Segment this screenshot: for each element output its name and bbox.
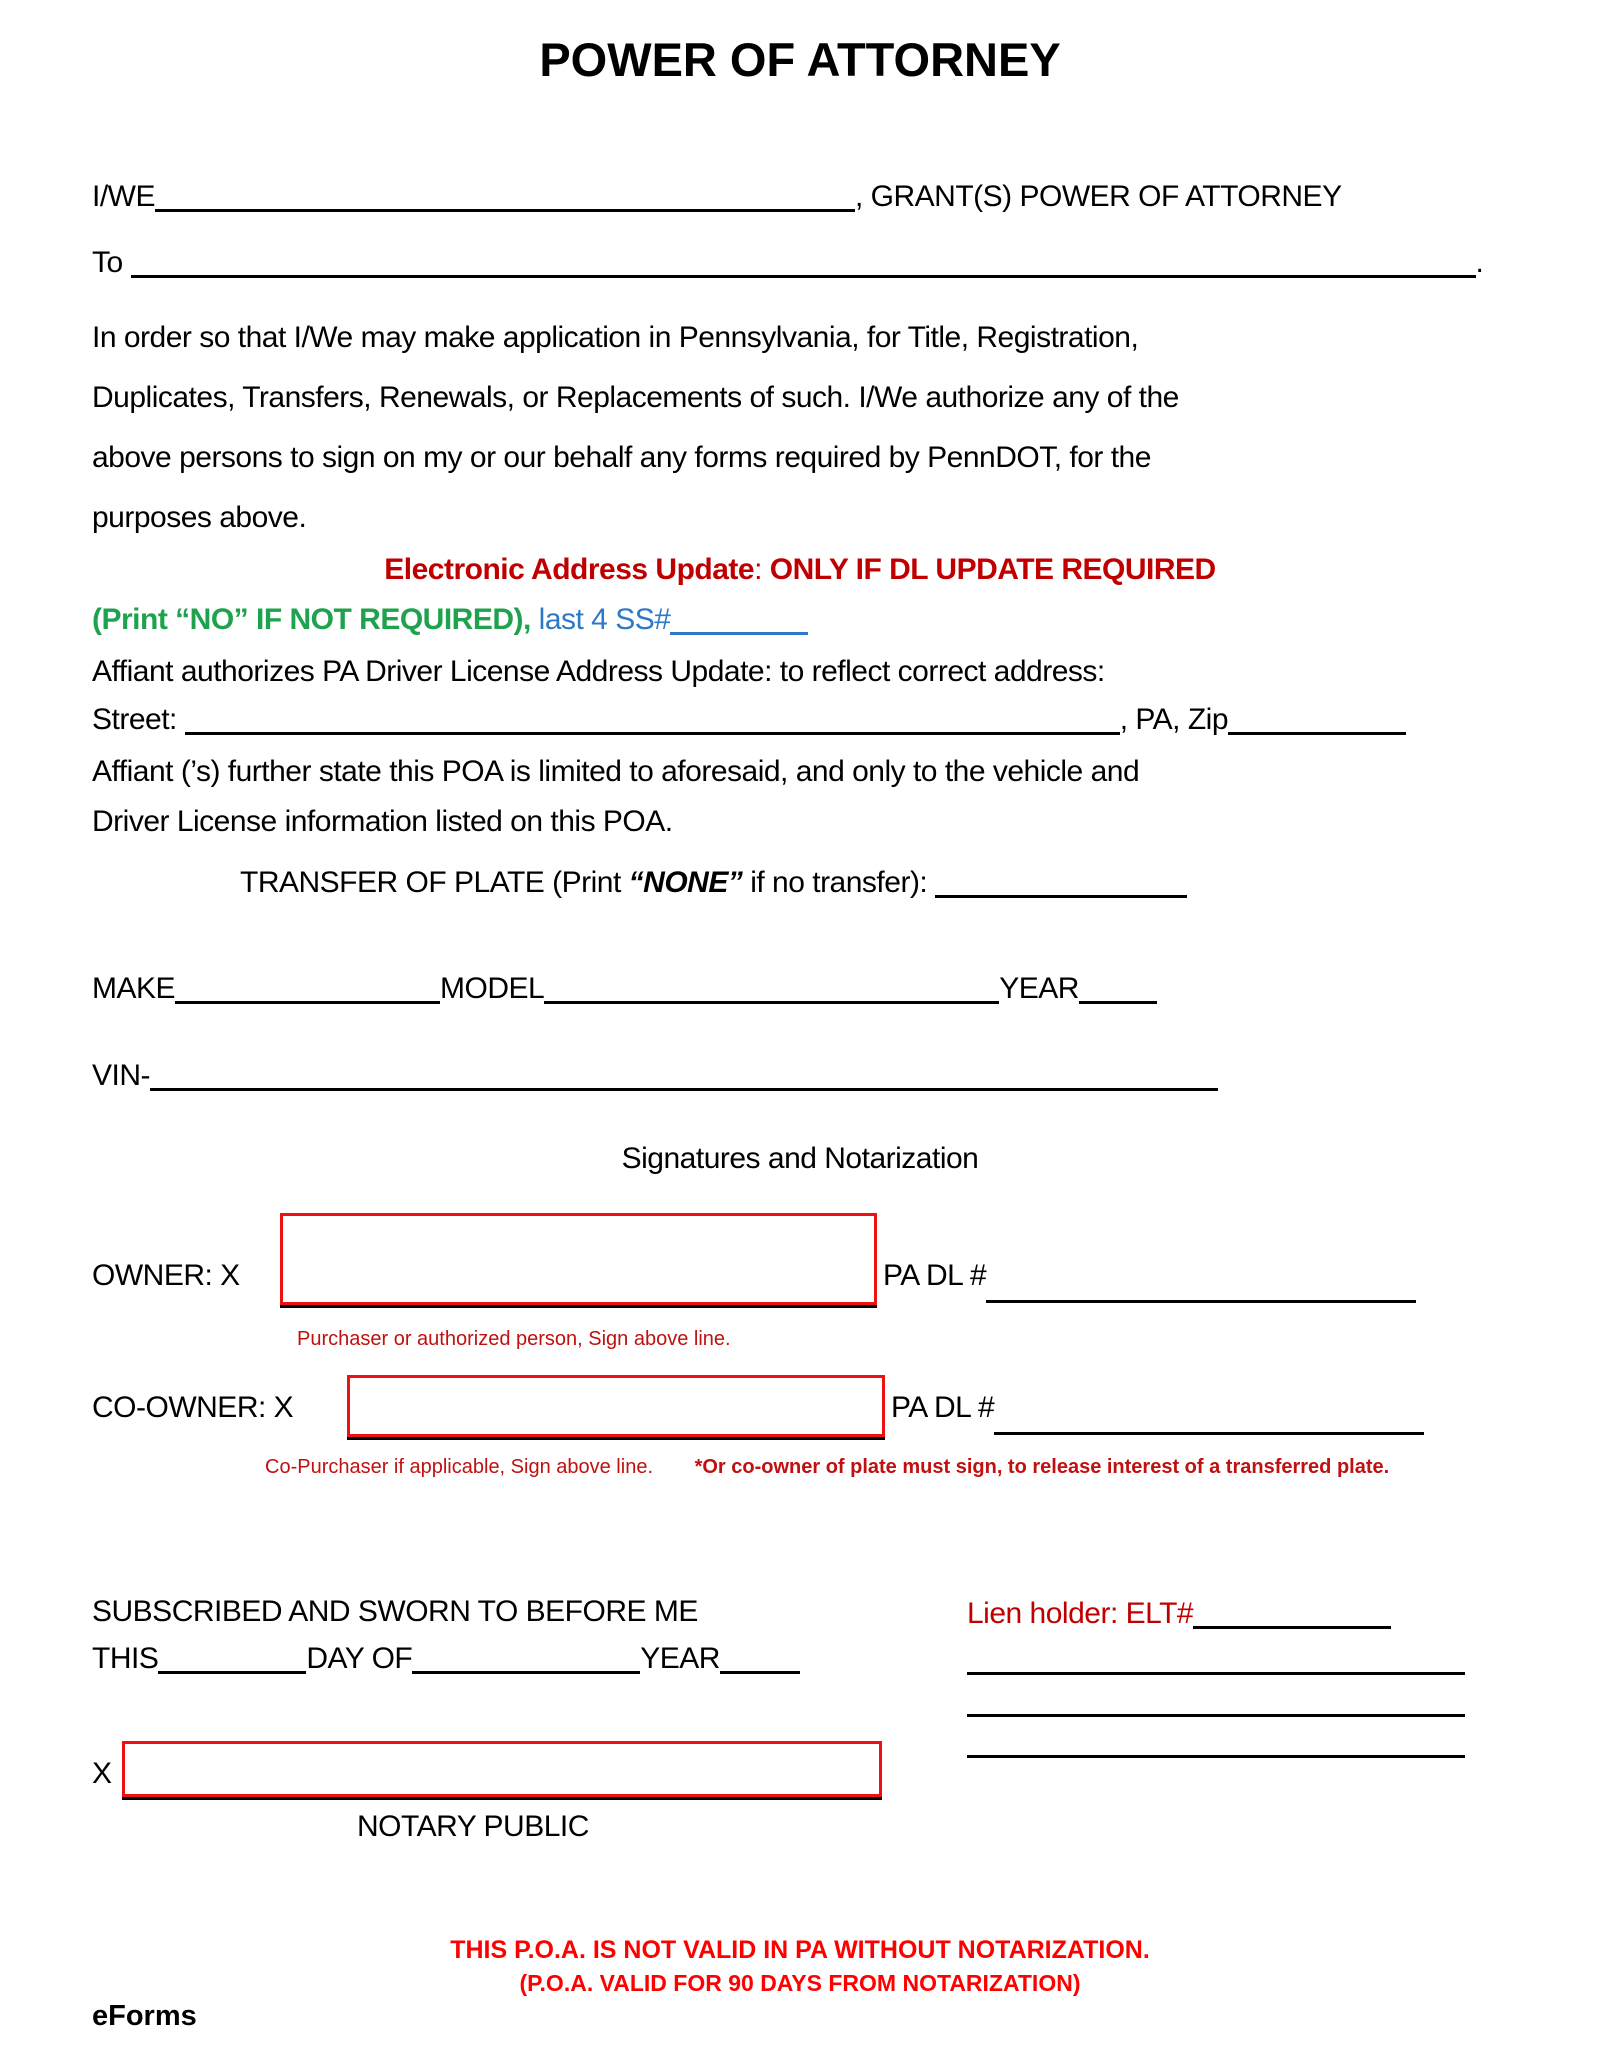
coowner-pa-dl-label: PA DL # (891, 1391, 995, 1424)
print-no-green: (Print “NO” IF NOT REQUIRED), (92, 603, 531, 636)
sworn-line-1: SUBSCRIBED AND SWORN TO BEFORE ME (92, 1595, 698, 1628)
attorney-line (92, 246, 1506, 280)
notary-signature-box[interactable] (122, 1741, 882, 1797)
notary-x-row (92, 1741, 882, 1797)
affiant-authorize-line: Affiant authorizes PA Driver License Address Update: to reflect correct address: (92, 655, 1105, 688)
lien-line-1[interactable] (967, 1672, 1465, 1675)
intro-line-2: Duplicates, Transfers, Renewals, or Replacements of such. I/We authorize any of the (92, 381, 1179, 414)
grantor-suffix: , GRANT(S) POWER OF ATTORNEY (855, 180, 1342, 213)
poa-limit-line-2: Driver License information listed on this POA. (92, 805, 673, 838)
owner-sign-note: Purchaser or authorized person, Sign above line. (297, 1328, 731, 1350)
coowner-pa-dl-blank[interactable] (994, 1401, 1424, 1435)
intro-line-1: In order so that I/We may make application in Pennsylvania, for Title, Registration, (92, 321, 1139, 354)
vehicle-line (92, 972, 1157, 1006)
vin-line (92, 1059, 1218, 1093)
grantor-name-blank[interactable] (155, 182, 855, 212)
transfer-line (240, 866, 1187, 900)
grantor-prefix: I/WE (92, 180, 155, 213)
page-title: POWER OF ATTORNEY (539, 33, 1061, 86)
street-line (92, 703, 1406, 737)
attorney-suffix: . (1475, 246, 1484, 279)
electronic-heading-caps: ONLY IF DL UPDATE REQUIRED (769, 553, 1216, 586)
transfer-none: “NONE” (628, 866, 743, 899)
owner-signature-box[interactable] (280, 1213, 877, 1305)
intro-paragraph (92, 308, 1506, 548)
electronic-heading (0, 553, 1600, 587)
eforms-logo: eForms (92, 2000, 197, 2032)
ss-blank[interactable] (670, 605, 808, 635)
sworn-year-blank[interactable] (720, 1644, 800, 1674)
intro-line-3: above persons to sign on my or our behalf any forms required by PennDOT, for the (92, 441, 1151, 474)
day-of-label: DAY OF (306, 1642, 413, 1675)
model-blank[interactable] (544, 974, 999, 1004)
coowner-row (92, 1375, 1520, 1437)
year-label: YEAR (999, 972, 1079, 1005)
sworn-year-label: YEAR (640, 1642, 720, 1675)
notary-public-label: NOTARY PUBLIC (357, 1810, 589, 1843)
attorney-prefix: To (92, 246, 131, 279)
lien-holder-line (967, 1597, 1391, 1631)
coowner-note-line (265, 1456, 1389, 1479)
lien-line-2[interactable] (967, 1714, 1465, 1717)
street-suffix: , PA, Zip (1119, 703, 1229, 736)
coowner-label: CO-OWNER: X (92, 1391, 294, 1424)
owner-row (92, 1213, 1520, 1305)
transfer-blank[interactable] (935, 868, 1187, 898)
this-label: THIS (92, 1642, 159, 1675)
intro-line-4: purposes above. (92, 501, 307, 534)
street-blank[interactable] (185, 705, 1120, 735)
owner-pa-dl-label: PA DL # (883, 1259, 987, 1292)
vin-blank[interactable] (150, 1061, 1218, 1091)
attorney-name-blank[interactable] (131, 248, 1476, 278)
poa-limit-line-1: Affiant (’s) further state this POA is limited to aforesaid, and only to the vehicle and (92, 755, 1140, 788)
owner-pa-dl-blank[interactable] (986, 1269, 1416, 1303)
footer-warning-2: (P.O.A. VALID FOR 90 DAYS FROM NOTARIZATION) (519, 1970, 1081, 1996)
lien-line-3[interactable] (967, 1755, 1465, 1758)
sworn-line-2 (92, 1642, 800, 1676)
day-number-blank[interactable] (158, 1644, 306, 1674)
grantor-line (92, 180, 1506, 214)
print-no-line (92, 603, 808, 637)
owner-label: OWNER: X (92, 1259, 240, 1292)
coowner-signature-box[interactable] (347, 1375, 885, 1437)
zip-blank[interactable] (1228, 705, 1406, 735)
model-label: MODEL (440, 972, 545, 1005)
last4-ss-label: last 4 SS# (530, 603, 671, 636)
signatures-heading: Signatures and Notarization (621, 1142, 979, 1175)
electronic-heading-bold: Electronic Address Update (384, 553, 755, 586)
transfer-prefix: TRANSFER OF PLATE (Print (240, 866, 629, 899)
transfer-suffix: if no transfer): (742, 866, 936, 899)
footer-warning-1: THIS P.O.A. IS NOT VALID IN PA WITHOUT NOTARIZATION. (450, 1936, 1150, 1964)
elt-blank[interactable] (1193, 1599, 1391, 1629)
vin-label: VIN- (92, 1059, 150, 1092)
make-blank[interactable] (175, 974, 440, 1004)
coowner-release-note: *Or co-owner of plate must sign, to release interest of a transferred plate. (694, 1456, 1390, 1478)
coowner-sign-note: Co-Purchaser if applicable, Sign above line. (265, 1456, 653, 1478)
electronic-heading-colon: : (754, 553, 770, 586)
lien-holder-label: Lien holder: ELT# (967, 1597, 1194, 1630)
street-label: Street: (92, 703, 185, 736)
month-blank[interactable] (412, 1644, 640, 1674)
notary-x-label: X (92, 1757, 112, 1790)
year-blank[interactable] (1079, 974, 1157, 1004)
make-label: MAKE (92, 972, 176, 1005)
